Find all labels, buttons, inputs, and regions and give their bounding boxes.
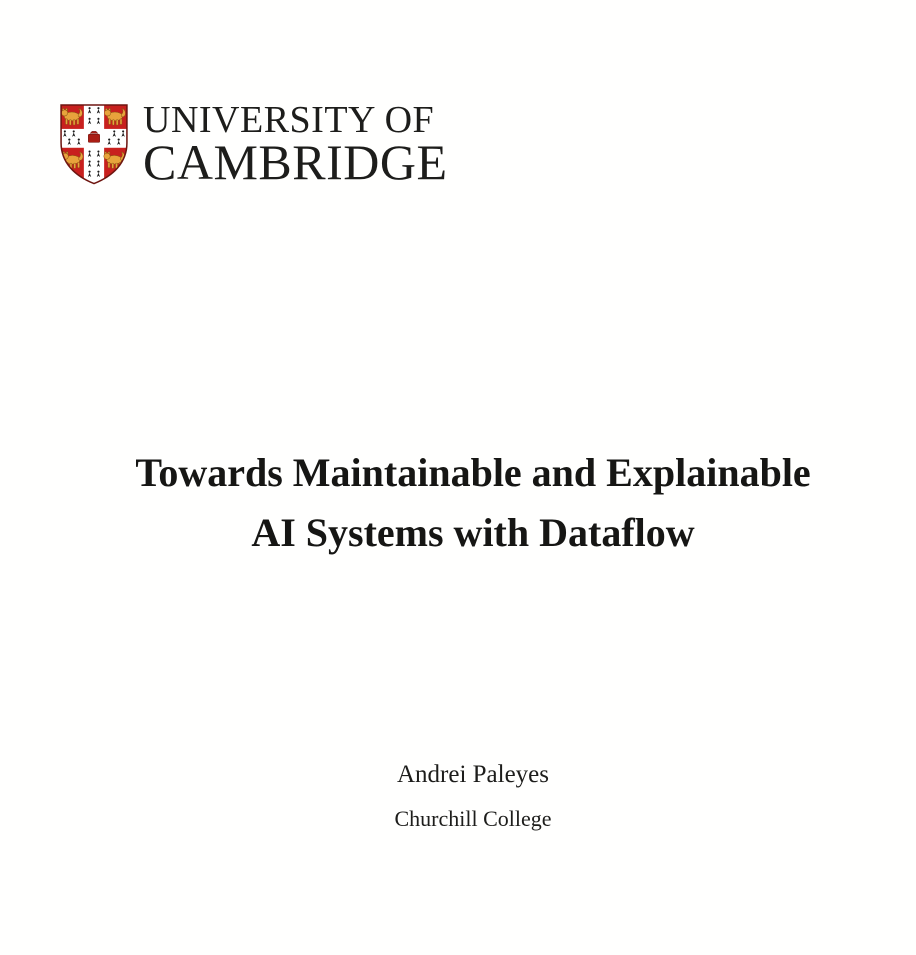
thesis-title-line2: AI Systems with Dataflow [251, 510, 695, 555]
university-wordmark-line1: UNIVERSITY OF [143, 99, 435, 141]
university-wordmark-line2: CAMBRIDGE [143, 134, 448, 190]
thesis-title-line1: Towards Maintainable and Explainable [135, 450, 811, 495]
university-logo [56, 100, 448, 188]
author-college: Churchill College [394, 806, 552, 831]
thesis-title [30, 443, 916, 563]
university-wordmark [143, 99, 448, 190]
author-name: Andrei Paleyes [396, 761, 550, 788]
cambridge-coat-of-arms-icon [56, 100, 132, 188]
